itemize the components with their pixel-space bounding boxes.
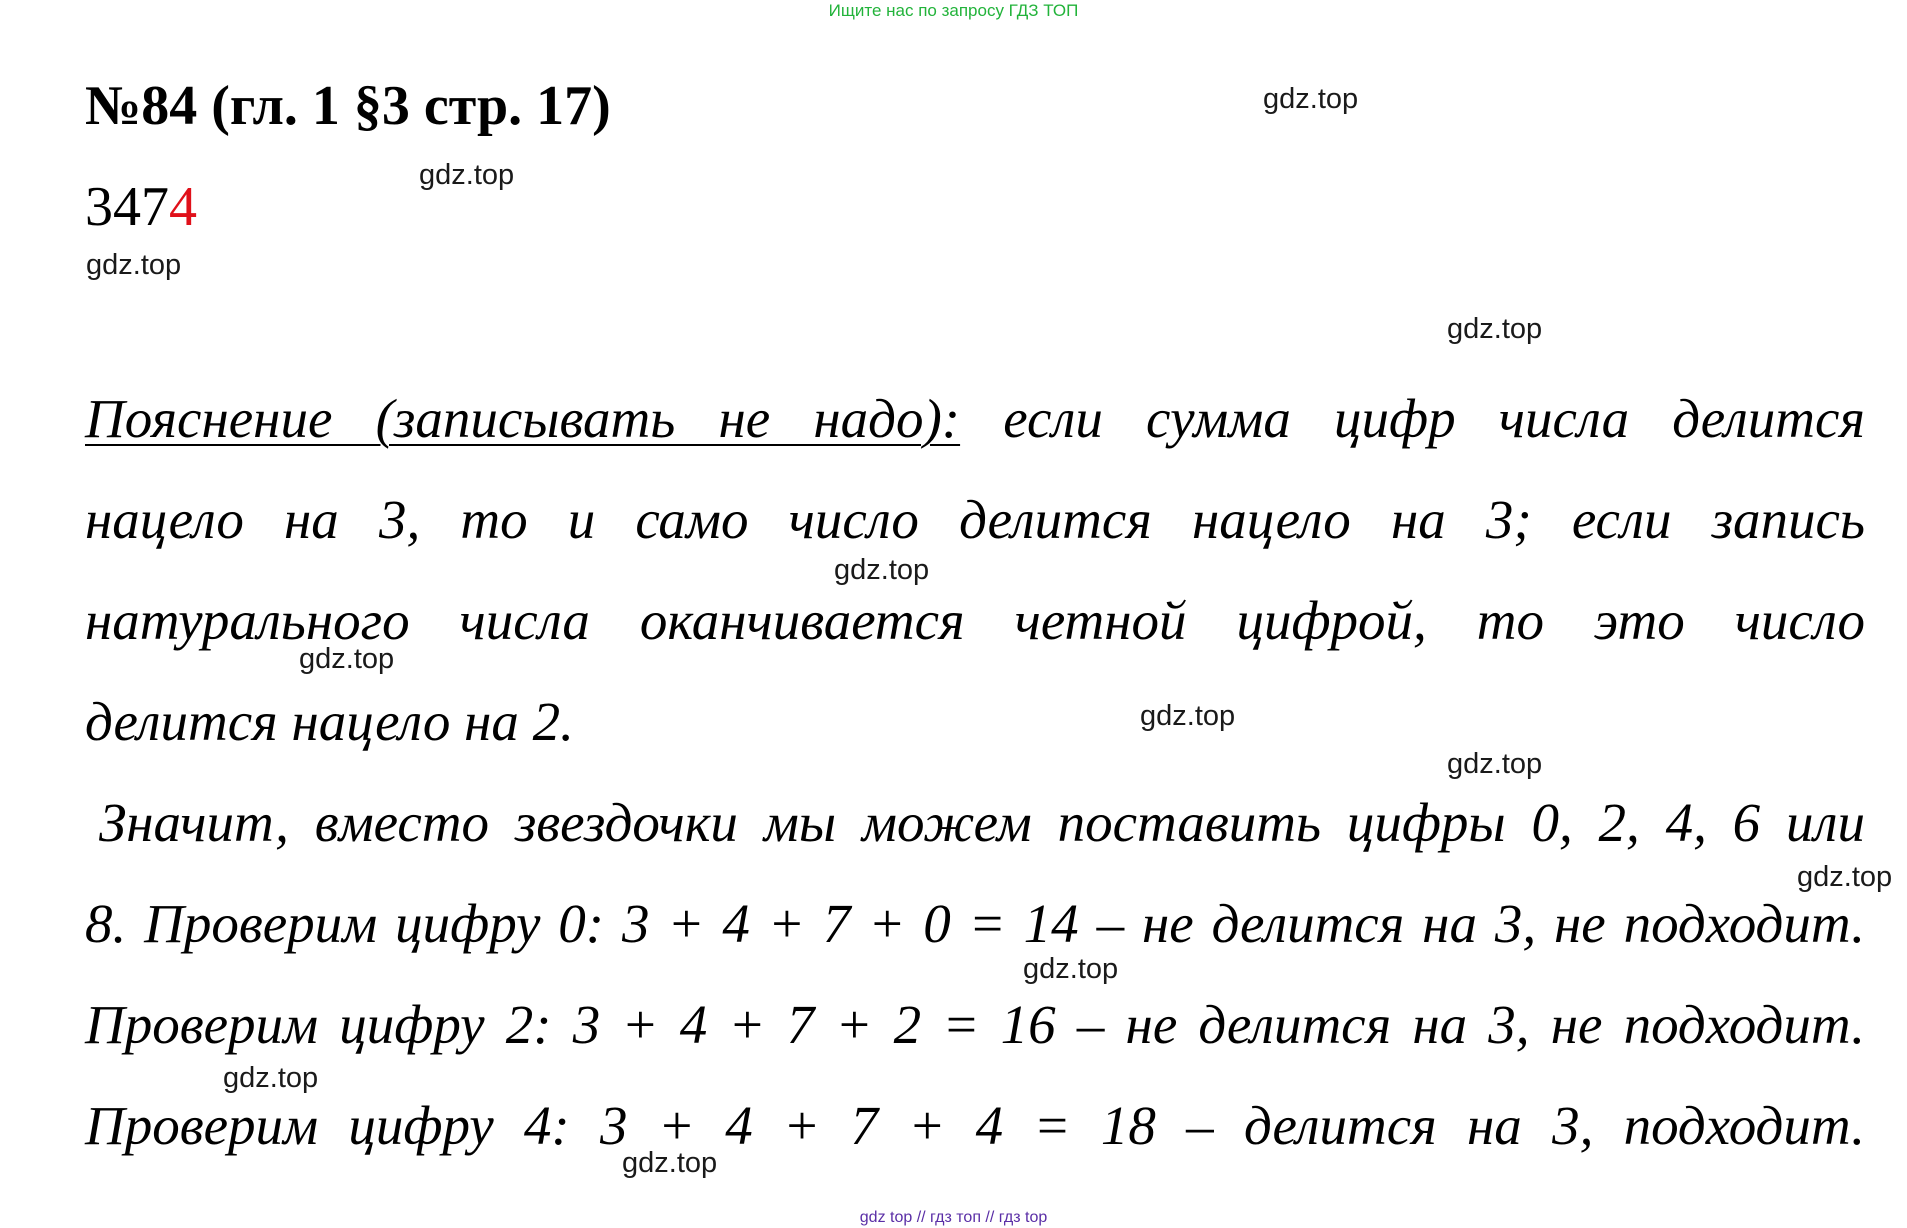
explanation-text <box>85 368 1865 1176</box>
watermark: gdz.top <box>1797 861 1893 893</box>
watermark: gdz.top <box>223 1062 319 1094</box>
watermark: gdz.top <box>299 643 395 675</box>
explanation-line-8: Проверим цифру 4: 3 + 4 + 7 + 4 = 18 – делится на 3, подходит. <box>85 1095 1865 1156</box>
explanation-line-4: делится нацело на 2. <box>85 691 574 752</box>
watermark: gdz.top <box>622 1147 718 1179</box>
watermark: gdz.top <box>1140 700 1236 732</box>
explanation-line-1 <box>85 368 1865 469</box>
footer-watermark: gdz top // гдз топ // гдз top <box>859 1209 1048 1226</box>
watermark: gdz.top <box>834 554 930 586</box>
explanation-heading: Пояснение (записывать не надо): <box>85 388 961 449</box>
page-title: №84 (гл. 1 §3 стр. 17) <box>85 75 611 137</box>
watermark: gdz.top <box>1447 313 1543 345</box>
answer-prefix: 347 <box>85 176 169 238</box>
explanation-line-5: Значит, вместо звездочки мы можем поставить цифры 0, 2, 4, 6 или <box>99 792 1865 853</box>
watermark: gdz.top <box>1447 748 1543 780</box>
answer-number <box>85 170 197 244</box>
explanation-line-6: 8. Проверим цифру 0: 3 + 4 + 7 + 0 = 14 – не делится на 3, не подходит. <box>85 893 1865 954</box>
watermark: gdz.top <box>1023 953 1119 985</box>
top-banner: Ищите нас по запросу ГДЗ ТОП <box>828 1 1079 20</box>
watermark: gdz.top <box>419 159 515 191</box>
explanation-line-1-rest: если сумма цифр числа делится <box>960 388 1865 449</box>
watermark: gdz.top <box>1263 83 1359 115</box>
watermark: gdz.top <box>86 249 182 281</box>
explanation-line-3: натурального числа оканчивается четной цифрой, то это число <box>85 590 1865 651</box>
explanation-line-2: нацело на 3, то и само число делится нацело на 3; если запись <box>85 489 1865 550</box>
explanation-line-7: Проверим цифру 2: 3 + 4 + 7 + 2 = 16 – не делится на 3, не подходит. <box>85 994 1865 1055</box>
answer-highlight-digit: 4 <box>169 176 197 238</box>
